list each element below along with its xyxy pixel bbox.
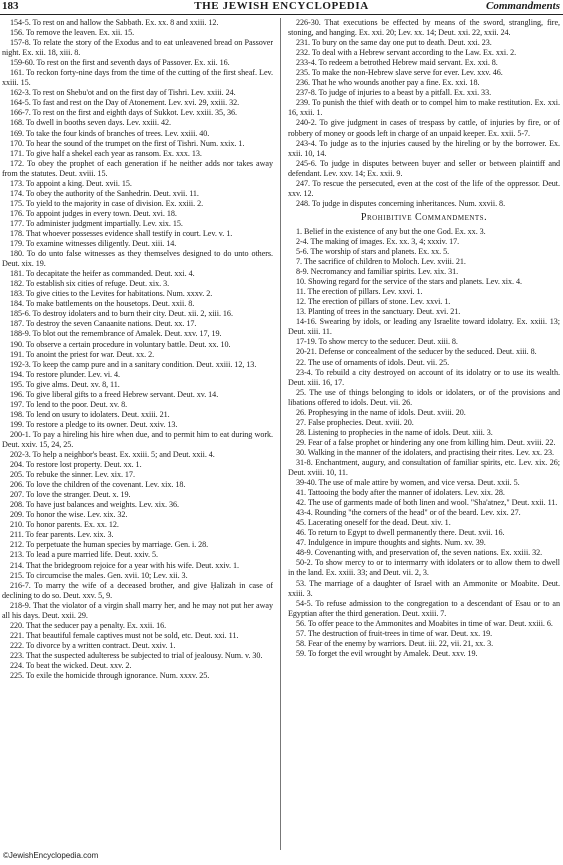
commandment-entry: 54-5. To refuse admission to the congregation to a descendant of Esau or to an Egyptian after the third generation. Deut. xxiii. 7. <box>288 598 560 618</box>
commandment-entry: 198. To lend on usury to idolaters. Deut. xxiii. 21. <box>10 409 170 419</box>
commandment-entry: 41. Tattooing the body after the manner of idolaters. Lev. xix. 28. <box>296 488 505 498</box>
commandment-entry: 221. That beautiful female captives must not be sold, etc. Deut. xxi. 11. <box>10 630 239 640</box>
commandment-entry: 215. To circumcise the males. Gen. xvii. 10; Lev. xii. 3. <box>10 570 188 580</box>
commandment-entry: 13. Planting of trees in the sanctuary. Deut. xvi. 21. <box>296 307 461 317</box>
commandment-entry: 208. To have just balances and weights. Lev. xix. 36. <box>10 500 179 510</box>
prohibitive-heading: Prohibitive Commandments. <box>360 211 488 223</box>
commandment-entry: 28. Listening to prophecies in the name of idols. Deut. xiii. 3. <box>296 427 493 437</box>
commandment-entry: 20-21. Defense or concealment of the seducer by the seduced. Deut. xiii. 8. <box>296 347 537 357</box>
commandment-entry: 237-8. To judge of injuries to a beast by a pitfall. Ex. xxi. 33. <box>296 88 492 98</box>
commandment-entry: 224. To beat the wicked. Deut. xxv. 2. <box>10 661 132 670</box>
commandment-entry: 232. To deal with a Hebrew servant according to the Law. Ex. xxi. 2. <box>296 48 517 58</box>
commandment-entry: 156. To remove the leaven. Ex. xii. 15. <box>10 28 135 38</box>
commandment-entry: 223. That the suspected adulteress be subjected to trial of jealousy. Num. v. 30. <box>10 650 263 660</box>
commandment-entry: 42. The use of garments made of both linen and wool. "Sha'atnez," Deut. xxii. 11. <box>296 498 558 508</box>
commandment-entry: 170. To hear the sound of the trumpet on the first of Tishri. Num. xxix. 1. <box>10 138 245 148</box>
journal-title: THE JEWISH ENCYCLOPEDIA <box>194 0 369 12</box>
commandment-entry: 50-2. To show mercy to or to intermarry with idolaters or to allow them to dwell in the land. Ex. xxiii. 33; and Deut. vii. 2, 3. <box>288 558 560 578</box>
commandment-entry: 202-3. To help a neighbor's beast. Ex. xxiii. 5; and Deut. xxii. 4. <box>10 450 215 460</box>
commandment-entry: 7. The sacrifice of children to Moloch. Lev. xviii. 21. <box>296 257 466 267</box>
commandment-entry: 14-16. Swearing by idols, or leading any Israelite toward idolatry. Ex. xxiii. 13; Deut. xiii. 11. <box>288 317 560 337</box>
commandment-entry: 181. To decapitate the heifer as commanded. Deut. xxi. 4. <box>10 269 195 279</box>
commandment-entry: 175. To yield to the majority in case of division. Ex. xxiii. 2. <box>10 198 204 208</box>
commandment-entry: 58. Fear of the enemy by warriors. Deut. iii. 22, vii. 21, xx. 3. <box>296 638 494 648</box>
copyright-footer[interactable]: ©JewishEncyclopedia.com <box>3 851 99 860</box>
commandment-entry: 174. To obey the authority of the Sanhedrin. Deut. xvii. 11. <box>10 188 199 198</box>
commandment-entry: 177. To administer judgment impartially. Lev. xix. 15. <box>10 218 183 228</box>
commandment-entry: 240-2. To give judgment in cases of trespass by cattle, of injuries by fire, or of robbery of money or goods left in charge of an unpaid keeper. Ex. xxii. 5-7. <box>288 118 560 138</box>
commandment-entry: 176. To appoint judges in every town. Deut. xvi. 18. <box>10 208 177 218</box>
commandment-entry: 43-4. Rounding "the corners of the head" or of the beard. Lev. xix. 27. <box>296 508 521 518</box>
commandment-entry: 171. To give half a shekel each year as ransom. Ex. xxx. 13. <box>10 148 202 158</box>
commandment-entry: 187. To destroy the seven Canaanite nations. Deut. xx. 17. <box>10 319 197 329</box>
commandment-entry: 161. To reckon forty-nine days from the time of the cutting of the first sheaf. Lev. xxiii. 15. <box>2 68 273 88</box>
commandment-entry: 196. To give liberal gifts to a freed Hebrew servant. Deut. xv. 14. <box>10 389 219 399</box>
commandment-entry: 180. To do unto false witnesses as they themselves designed to do unto others. Deut. xix. 19. <box>2 249 273 269</box>
commandment-entry: 25. The use of things belonging to idols or idolaters, or of the provisions and libations offered to idols. Deut. vii. 26. <box>288 387 560 407</box>
commandment-entry: 222. To divorce by a written contract. Deut. xxiv. 1. <box>10 640 176 650</box>
commandment-entry: 210. To honor parents. Ex. xx. 12. <box>10 520 119 530</box>
commandment-entry: 30. Walking in the manner of the idolaters, and practising their rites. Lev. xx. 23. <box>296 447 555 457</box>
commandment-entry: 48-9. Covenanting with, and preservation of, the seven nations. Ex. xxiii. 32. <box>296 548 543 558</box>
page-header <box>0 0 563 15</box>
commandment-entry: 168. To dwell in booths seven days. Lev. xxiii. 42. <box>10 118 171 128</box>
commandment-entry: 23-4. To rebuild a city destroyed on account of its idolatry or to use its wealth. Deut. xiii. 16, 17. <box>288 367 560 387</box>
commandment-entry: 12. The erection of pillars of stone. Lev. xxvi. 1. <box>296 297 451 307</box>
commandment-entry: 190. To observe a certain procedure in voluntary battle. Deut. xx. 10. <box>10 339 231 349</box>
column-divider <box>280 18 281 850</box>
commandment-entry: 1. Belief in the existence of any but the one God. Ex. xx. 3. <box>296 226 486 236</box>
commandment-entry: 26. Prophesying in the name of idols. Deut. xviii. 20. <box>296 407 466 417</box>
commandment-entry: 183. To give cities to the Levites for habitations. Num. xxxv. 2. <box>10 289 213 299</box>
commandment-entry: 11. The erection of pillars. Lev. xxvi. 1. <box>296 287 423 297</box>
commandment-entry: 22. The use of ornaments of idols. Deut. vii. 25. <box>296 357 450 367</box>
commandment-entry: 214. That the bridegroom rejoice for a year with his wife. Deut. xxiv. 1. <box>10 560 239 570</box>
commandment-entry: 207. To love the stranger. Deut. x. 19. <box>10 490 131 500</box>
commandment-entry: 182. To establish six cities of refuge. Deut. xix. 3. <box>10 279 170 289</box>
commandment-entry: 226-30. That executions be effected by means of the sword, strangling, fire, stoning, and hanging. Ex. xxi. 20; Lev. xx. 14; Deut. xxi. 22, xxii. 24. <box>288 18 560 38</box>
commandment-entry: 166-7. To rest on the first and eighth days of Sukkot. Lev. xxiii. 35, 36. <box>10 108 238 118</box>
commandment-entry: 53. The marriage of a daughter of Israel with an Ammonite or Moabite. Deut. xxiii. 3. <box>288 578 560 598</box>
commandment-entry: 159-60. To rest on the first and seventh days of Passover. Ex. xii. 16. <box>10 58 230 68</box>
commandment-entry: 173. To appoint a king. Deut. xvii. 15. <box>10 178 132 188</box>
section-title: Commandments <box>486 0 560 12</box>
commandment-entry: 204. To restore lost property. Deut. xx. 1. <box>10 460 142 470</box>
commandment-entry: 164-5. To fast and rest on the Day of Atonement. Lev. xvi. 29, xxiii. 32. <box>10 98 240 108</box>
commandment-entry: 157-8. To relate the story of the Exodus and to eat unleavened bread on Passover night. Ex. xii. 18, xiii. 8. <box>2 38 273 58</box>
commandment-entry: 185-6. To destroy idolaters and to burn their city. Deut. xii. 2, xiii. 16. <box>10 309 233 319</box>
commandment-entry: 59. To forget the evil wrought by Amalek. Deut. xxv. 19. <box>296 648 478 658</box>
commandment-entry: 209. To honor the wise. Lev. xix. 32. <box>10 510 128 520</box>
commandment-entry: 199. To restore a pledge to its owner. Deut. xxiv. 13. <box>10 419 178 429</box>
commandment-entry: 194. To restore plunder. Lev. vi. 4. <box>10 369 121 379</box>
commandment-entry: 235. To make the non-Hebrew slave serve for ever. Lev. xxv. 46. <box>296 68 503 78</box>
commandment-entry: 206. To love the children of the covenant. Lev. xix. 18. <box>10 480 186 490</box>
right-column <box>288 18 560 848</box>
commandment-entry: 191. To anoint the priest for war. Deut. xx. 2. <box>10 349 155 359</box>
commandment-entry: 211. To fear parents. Lev. xix. 3. <box>10 530 114 540</box>
commandment-entry: 29. Fear of a false prophet or hindering any one from killing him. Deut. xviii. 22. <box>296 437 556 447</box>
commandment-entry: 218-9. That the violator of a virgin shall marry her, and he may not put her away all his days. Deut. xxii. 29. <box>2 600 273 620</box>
commandment-entry: 31-8. Enchantment, augury, and consultation of familiar spirits, etc. Lev. xix. 26; Deut. xviii. 10, 11. <box>288 457 560 478</box>
page-number: 183 <box>2 0 19 12</box>
commandment-entry: 188-9. To blot out the remembrance of Amalek. Deut. xxv. 17, 19. <box>10 329 222 339</box>
commandment-entry: 172. To obey the prophet of each generation if he neither adds nor takes away from the statutes. Deut. xviii. 15. <box>2 158 273 178</box>
commandment-entry: 200-1. To pay a hireling his hire when due, and to permit him to eat during work. Deut. xxiv. 15, 24, 25. <box>2 429 273 449</box>
commandment-entry: 5-6. The worship of stars and planets. Ex. xx. 5. <box>296 246 450 256</box>
commandment-entry: 205. To rebuke the sinner. Lev. xix. 17. <box>10 470 135 480</box>
commandment-entry: 47. Indulgence in impure thoughts and sights. Num. xv. 39. <box>296 538 486 548</box>
commandment-entry: 17-19. To show mercy to the seducer. Deut. xiii. 8. <box>296 337 458 347</box>
commandment-entry: 169. To take the four kinds of branches of trees. Lev. xxiii. 40. <box>10 128 210 138</box>
commandment-entry: 39-40. The use of male attire by women, and vice versa. Deut. xxii. 5. <box>296 478 520 488</box>
commandment-entry: 2-4. The making of images. Ex. xx. 3, 4; xxxiv. 17. <box>296 236 460 246</box>
commandment-entry: 192-3. To keep the camp pure and in a sanitary condition. Deut. xxiii. 12, 13. <box>10 359 257 369</box>
commandment-entry: 162-3. To rest on Shebu'ot and on the first day of Tishri. Lev. xxiii. 24. <box>10 88 236 98</box>
commandment-entry: 46. To return to Egypt to dwell permanently there. Deut. xvii. 16. <box>296 528 505 538</box>
commandment-entry: 154-5. To rest on and hallow the Sabbath. Ex. xx. 8 and xxiii. 12. <box>10 18 219 27</box>
commandment-entry: 247. To rescue the persecuted, even at the cost of the life of the oppressor. Deut. xxv. 12. <box>288 178 560 198</box>
commandment-entry: 220. That the seducer pay a penalty. Ex. xxii. 16. <box>10 620 167 630</box>
commandment-entry: 231. To bury on the same day one put to death. Deut. xxi. 23. <box>296 38 492 48</box>
commandment-entry: 248. To judge in disputes concerning inheritances. Num. xxvii. 8. <box>296 198 506 208</box>
commandment-entry: 45. Lacerating oneself for the dead. Deut. xiv. 1. <box>296 518 451 528</box>
commandment-entry: 245-6. To judge in disputes between buyer and seller or between plaintiff and defendant. Lev. xxv. 14; Ex. xxii. 9. <box>288 158 560 178</box>
commandment-entry: 225. To exile the homicide through ignorance. Num. xxxv. 25. <box>10 671 210 681</box>
right-column-bottom <box>288 227 560 659</box>
right-column-top <box>288 18 560 209</box>
commandment-entry: 178. That whoever possesses evidence shall testify in court. Lev. v. 1. <box>10 228 233 238</box>
commandment-entry: 212. To perpetuate the human species by marriage. Gen. i. 28. <box>10 540 209 550</box>
commandment-entry: 243-4. To judge as to the injuries caused by the hireling or by the borrower. Ex. xxii. 10, 14. <box>288 138 560 158</box>
commandment-entry: 184. To make battlements on the housetops. Deut. xxii. 8. <box>10 299 195 309</box>
commandment-entry: 57. The destruction of fruit-trees in time of war. Deut. xx. 19. <box>296 628 493 638</box>
commandment-entry: 239. To punish the thief with death or to compel him to make restitution. Ex. xxi. 16, xxii. 1. <box>288 98 560 118</box>
commandment-entry: 197. To lend to the poor. Deut. xv. 8. <box>10 399 128 409</box>
commandment-entry: 236. That he who wounds another pay a fine. Ex. xxi. 18. <box>296 78 480 88</box>
commandment-entry: 216-7. To marry the wife of a deceased brother, and give Ḥalizah in case of declining to do so. Deut. xxv. 5, 9. <box>2 580 273 600</box>
commandment-entry: 10. Showing regard for the service of the stars and planets. Lev. xix. 4. <box>296 277 522 287</box>
commandment-entry: 27. False prophecies. Deut. xviii. 20. <box>296 417 414 427</box>
commandment-entry: 233-4. To redeem a betrothed Hebrew maid servant. Ex. xxi. 8. <box>296 58 498 68</box>
commandment-entry: 8-9. Necromancy and familiar spirits. Lev. xix. 31. <box>296 267 459 277</box>
commandment-entry: 195. To give alms. Deut. xv. 8, 11. <box>10 379 120 389</box>
commandment-entry: 56. To offer peace to the Ammonites and Moabites in time of war. Deut. xxiii. 6. <box>296 618 553 628</box>
commandment-entry: 213. To lead a pure married life. Deut. xxiv. 5. <box>10 550 158 560</box>
commandment-entry: 179. To examine witnesses diligently. Deut. xiii. 14. <box>10 239 177 249</box>
left-column <box>2 18 273 848</box>
